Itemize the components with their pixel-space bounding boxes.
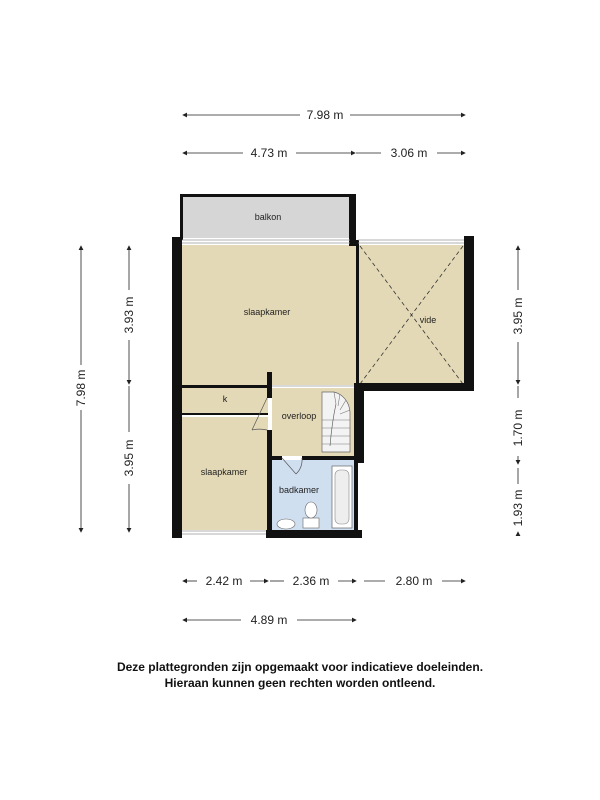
dimension-left-total: 7.98 m bbox=[74, 369, 88, 407]
dimension-top-left: 4.73 m bbox=[250, 146, 288, 160]
staircase bbox=[322, 392, 350, 452]
dimension-right-lower: 1.93 m bbox=[511, 489, 525, 527]
dimension-bottom-b: 2.36 m bbox=[292, 574, 330, 588]
room-label-slaapkamer-top: slaapkamer bbox=[243, 307, 291, 317]
dimension-right-mid: 1.70 m bbox=[511, 409, 525, 447]
dimension-bottom-a: 2.42 m bbox=[205, 574, 243, 588]
dimension-left-lower: 3.95 m bbox=[122, 439, 136, 477]
disclaimer-line-2: Hieraan kunnen geen rechten worden ontleend. bbox=[164, 676, 436, 690]
room-label-vide: vide bbox=[419, 315, 437, 325]
dimension-top-right: 3.06 m bbox=[390, 146, 428, 160]
dimension-bottom-total: 4.89 m bbox=[250, 613, 288, 627]
dimension-bottom-c: 2.80 m bbox=[395, 574, 433, 588]
bathtub bbox=[332, 466, 352, 528]
room-label-badkamer: badkamer bbox=[278, 485, 320, 495]
disclaimer-line-1: Deze plattegronden zijn opgemaakt voor indicatieve doeleinden. bbox=[116, 660, 484, 674]
disclaimer bbox=[0, 659, 600, 691]
sink bbox=[277, 519, 295, 529]
room-label-slaapkamer-bottom: slaapkamer bbox=[200, 467, 248, 477]
dimension-left-upper: 3.93 m bbox=[122, 296, 136, 334]
room-label-k: k bbox=[222, 394, 228, 404]
dimension-right-upper: 3.95 m bbox=[511, 297, 525, 335]
dimension-top-total: 7.98 m bbox=[306, 108, 344, 122]
room-label-balkon: balkon bbox=[254, 212, 282, 222]
room-label-overloop: overloop bbox=[281, 411, 317, 421]
